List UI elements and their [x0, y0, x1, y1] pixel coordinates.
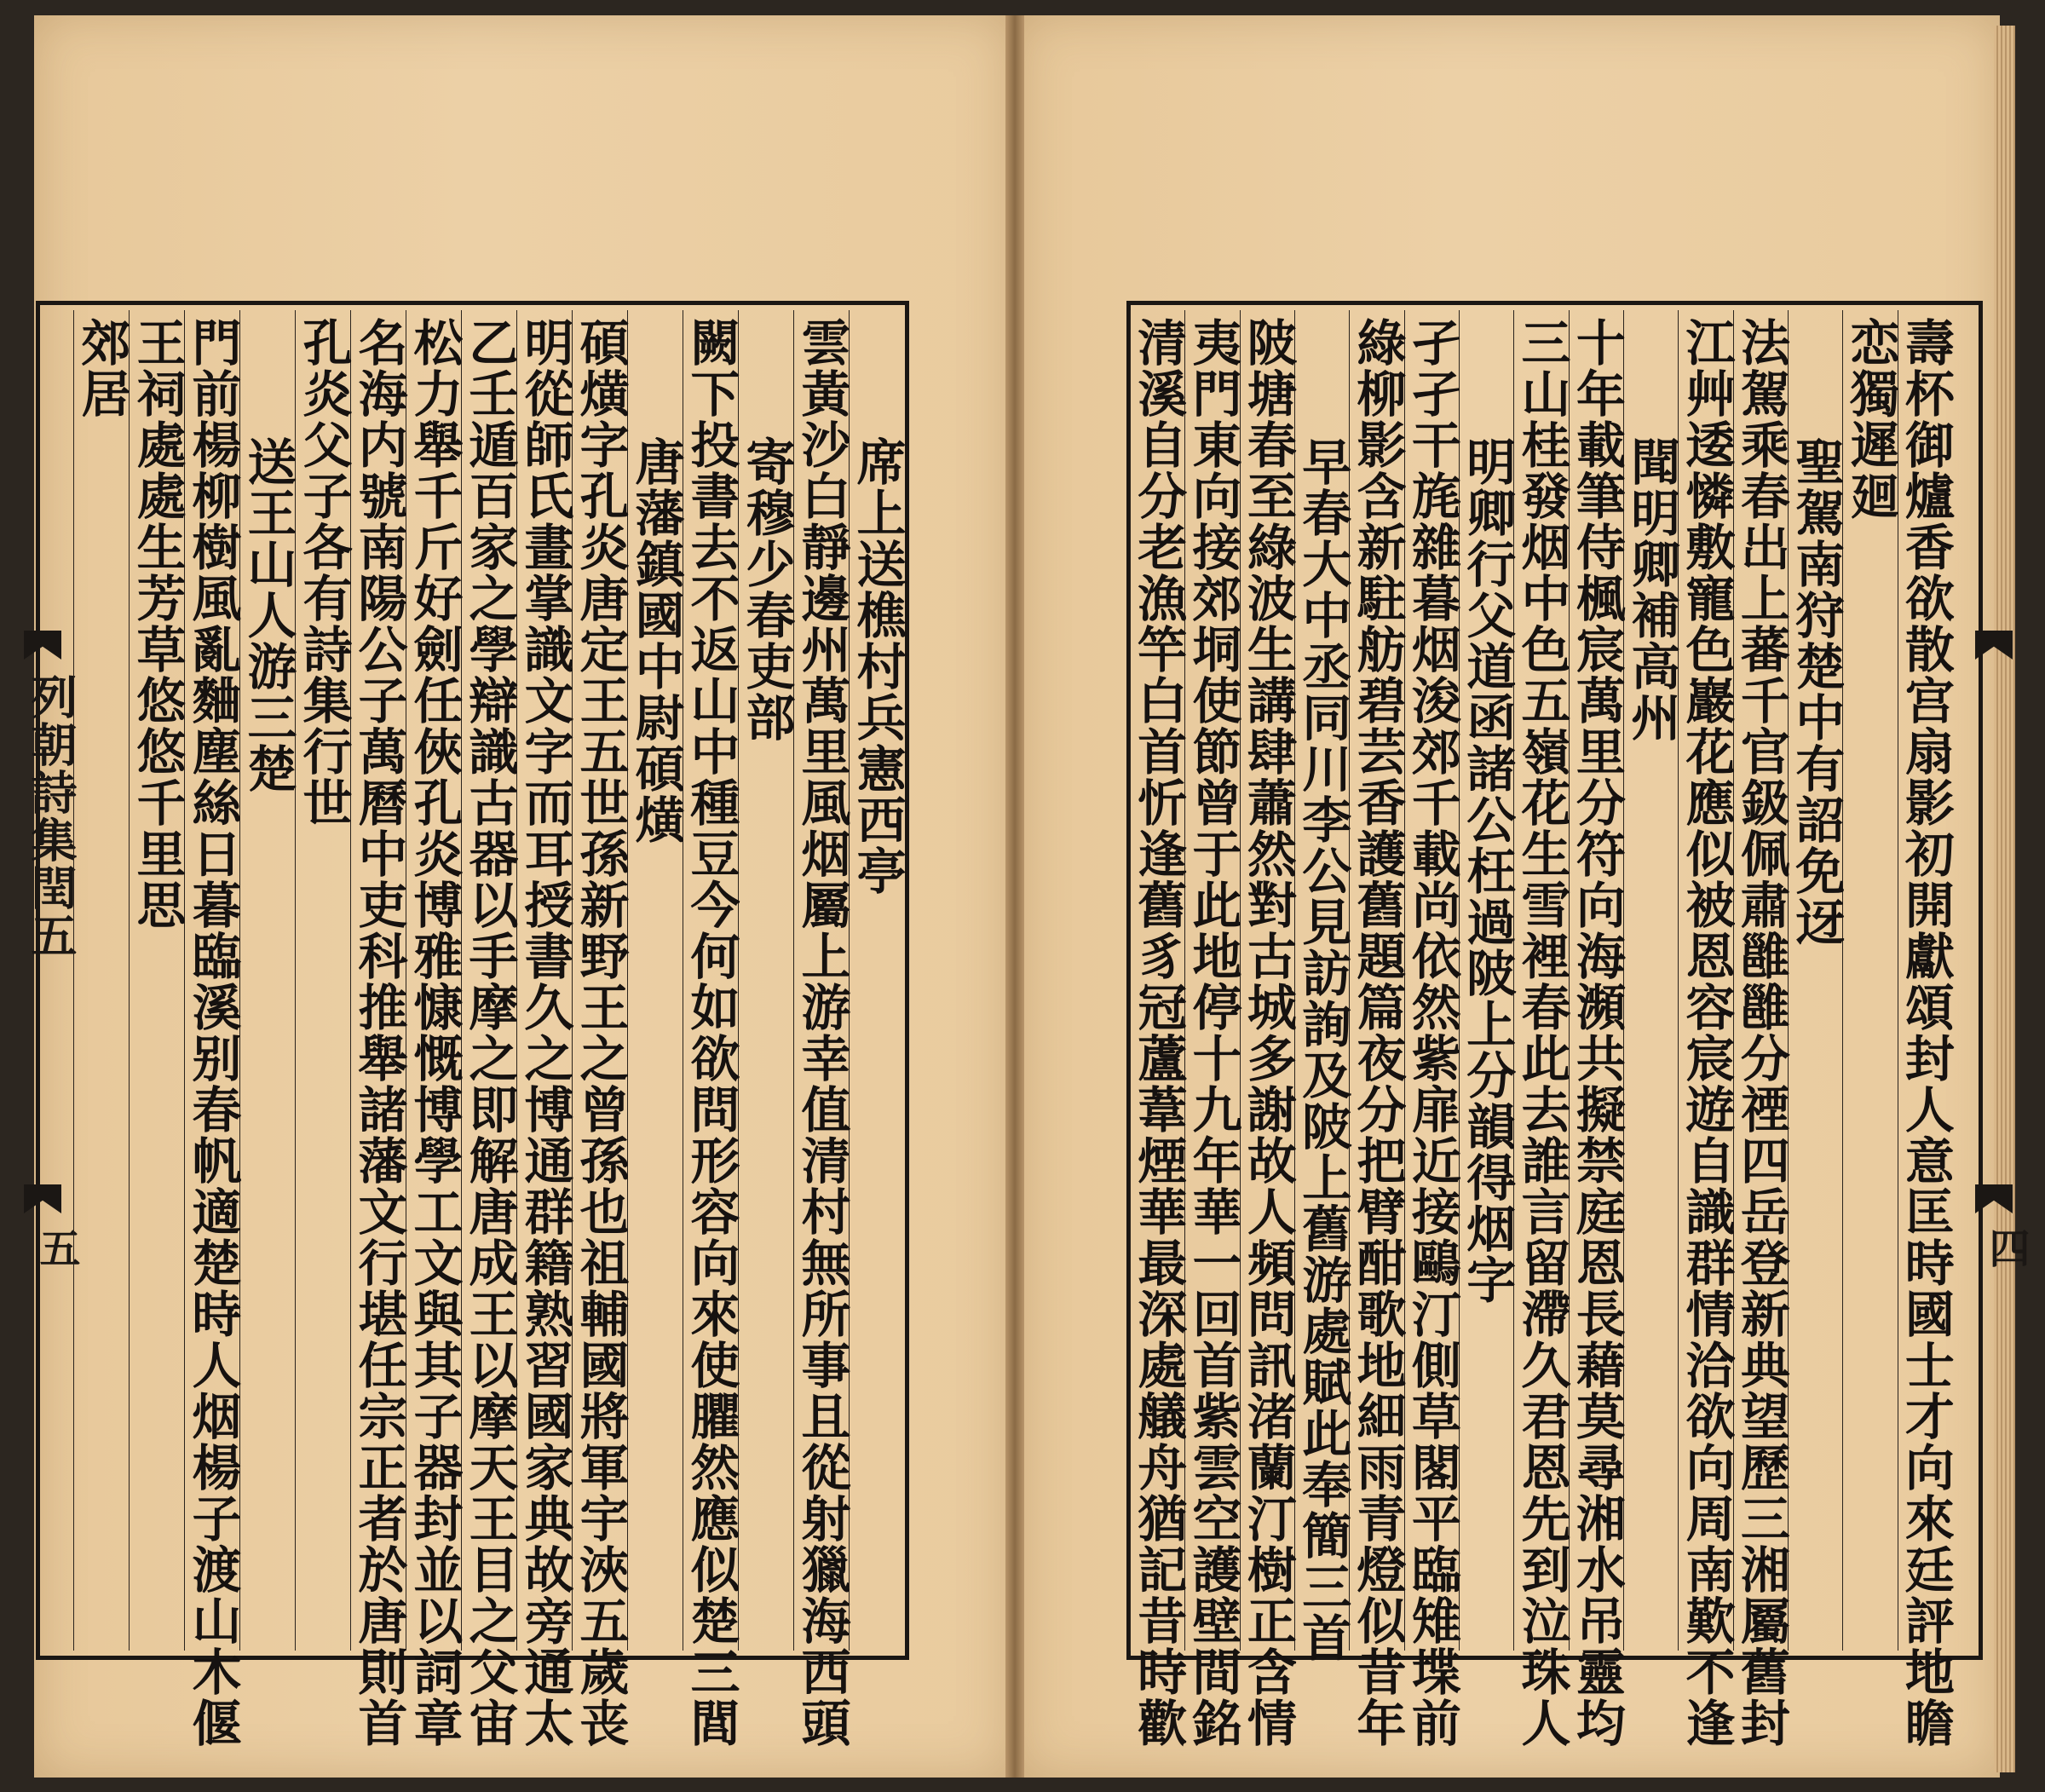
left-folio: 五	[32, 1227, 80, 1268]
column-text: 聖駕南狩楚中有詔免迓	[1787, 436, 1846, 948]
text-column	[627, 310, 683, 1651]
column-text: 聞明卿補高州	[1622, 436, 1681, 743]
page-edges	[1994, 26, 2015, 1772]
column-text: 三山桂發烟中色五嶺花生雪裡春此去誰言留滯久君恩先到泣珠人	[1512, 317, 1571, 1749]
column-text: 乙壬遁百家之學辯識古器以手摩之即解唐成王以摩天王目之父宙	[460, 317, 519, 1749]
column-text: 送王山人游三楚	[239, 436, 297, 794]
text-column	[1731, 310, 1790, 1749]
column-text: 松力舉千斤好劍任俠孔炎博雅慷慨博學工文與其子器封並以詞章	[405, 317, 464, 1749]
left-column-grid	[72, 310, 907, 1749]
text-column	[73, 310, 130, 1651]
text-column	[1184, 310, 1242, 1749]
column-text: 法駕乘春出上蕃千官鈒佩肅雝雝分禋四岳登新典望歷三湘屬舊封	[1731, 317, 1790, 1749]
text-column	[571, 310, 630, 1749]
left-margin-title: 列朝詩集閏五	[24, 673, 78, 959]
column-text: 早春大中丞同川李公見訪詢及陂上舊游處賦此奉簡三首	[1293, 436, 1352, 1663]
column-text: 席上送樵村兵憲西亭	[848, 436, 907, 896]
column-text: 郊居	[72, 317, 131, 419]
text-column	[349, 310, 408, 1749]
text-column	[1677, 310, 1736, 1749]
text-column	[405, 310, 464, 1749]
column-text: 明從師氏畫掌識文字而耳授書久之博通群籍熟習國家典故旁通太	[516, 317, 574, 1749]
text-column	[295, 310, 351, 1651]
text-column	[1348, 310, 1407, 1749]
column-text: 碩熿字孔炎唐定王五世孫新野王之曾孫也祖輔國將軍宇浹五歲丧	[571, 317, 630, 1749]
right-folio: 四	[1982, 1227, 2030, 1268]
column-text: 夷門東向接郊垌使節曾于此地停十九年華一回首紫雲空護壁間銘	[1184, 317, 1242, 1749]
text-column	[1623, 310, 1679, 1651]
text-column	[460, 310, 519, 1749]
right-text-frame	[1126, 301, 1983, 1749]
text-column	[792, 310, 851, 1749]
text-column	[682, 310, 740, 1749]
text-column	[849, 310, 905, 1651]
text-column	[1896, 310, 1955, 1749]
column-text: 孑孑干旄雜暮烟浚郊千載尚依然紫扉近接鷗汀側草閣平臨雉堞前	[1403, 317, 1461, 1749]
column-text: 闕下投書去不返山中種豆今何如欲問形容向來使臞然應似楚三閭	[682, 317, 740, 1749]
column-text: 王祠處處生芳草悠悠千里思	[128, 317, 187, 931]
right-column-grid	[1129, 310, 1955, 1749]
text-column	[1787, 310, 1846, 1651]
text-column	[1293, 310, 1352, 1663]
column-text: 明卿行父道函諸公枉過陂上分韻得烟字	[1458, 436, 1517, 1305]
text-column	[1458, 310, 1517, 1651]
text-column	[1129, 310, 1188, 1749]
column-text: 十年載筆侍楓宸萬里分符向海瀕共擬禁庭恩長藉莫尋湘水吊靈均	[1567, 317, 1626, 1749]
column-text: 唐藩鎮國中尉碩熿	[626, 436, 685, 845]
book-gutter	[1005, 15, 1024, 1778]
left-text-frame	[36, 301, 909, 1749]
column-text: 綠柳影含新駐舫碧芸香護舊題篇夜分把臂酣歌地細雨青燈似昔年	[1348, 317, 1407, 1749]
text-column	[239, 310, 296, 1651]
text-column	[183, 310, 242, 1749]
column-text: 陂塘春至綠波生講肆蕭然對古城多謝故人頻問訊渚蘭汀樹正含情	[1238, 317, 1297, 1749]
text-column	[738, 310, 794, 1651]
text-column	[1512, 310, 1571, 1749]
column-text: 清溪自分老漁竿白首忻逢舊豸冠蘆葦煙華最深處艤舟猶記昔時歡	[1129, 317, 1188, 1749]
text-column	[516, 310, 574, 1749]
text-column	[1238, 310, 1297, 1749]
text-column	[1567, 310, 1626, 1749]
column-text: 江艸逶憐敷寵色巖花應似被恩容宸遊自識群情洽欲向周南歎不逢	[1677, 317, 1736, 1749]
column-text: 雲黃沙白靜邊州萬里風烟屬上游幸值清村無所事且從射獵海西頭	[792, 317, 851, 1749]
column-text: 名海内號南陽公子萬曆中吏科推舉諸藩文行堪任宗正者於唐則首	[349, 317, 408, 1749]
column-text: 門前楊柳樹風亂麯塵絲日暮臨溪别春帆適楚時人烟楊子渡山木偃	[183, 317, 242, 1749]
text-column	[1842, 310, 1898, 1651]
text-column	[1403, 310, 1461, 1749]
text-column	[129, 310, 185, 1651]
column-text: 寄穆少春吏部	[737, 436, 796, 743]
column-text: 孔炎父子各有詩集行世	[294, 317, 353, 828]
column-text: 恋獨遲廻	[1841, 317, 1900, 521]
column-text: 壽杯御爐香欲散宫扇影初開獻頌封人意匡時國士才向來廷評地瞻	[1896, 317, 1955, 1749]
